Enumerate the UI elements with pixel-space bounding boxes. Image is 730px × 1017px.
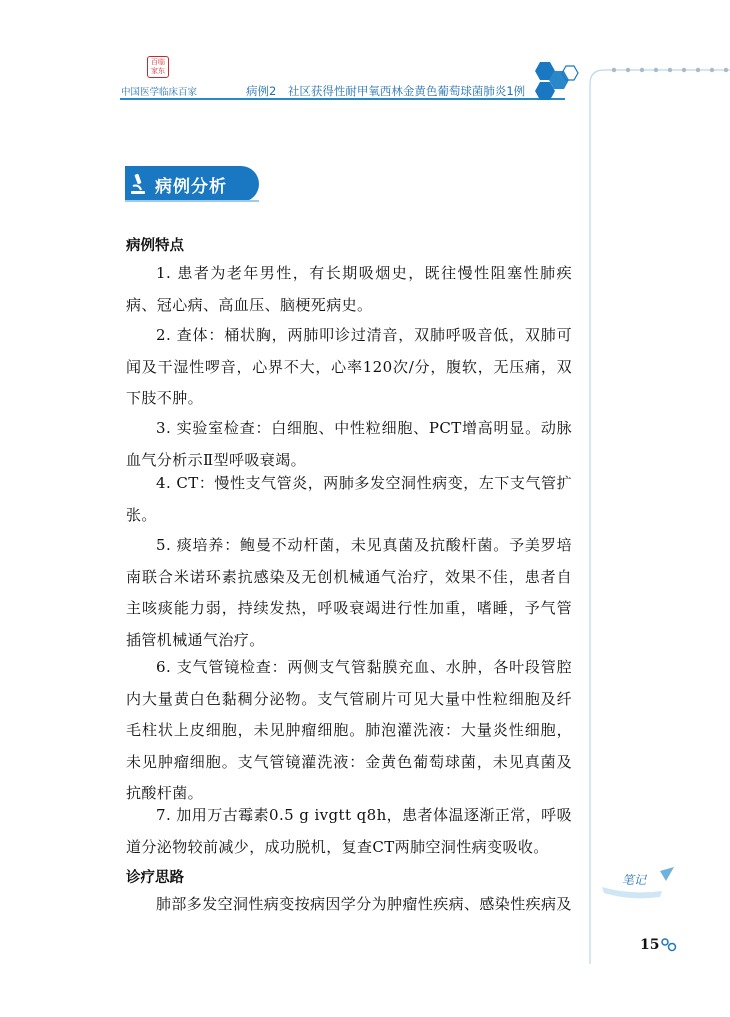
hexagon-decoration-icon — [530, 60, 582, 104]
ring-binder-dots — [590, 63, 730, 77]
approach-heading: 诊疗思路 — [126, 870, 184, 886]
paragraph-4: 4. CT：慢性支气管炎，两肺多发空洞性病变，左下支气管扩张。 — [126, 474, 572, 524]
notes-label: 笔记 — [622, 873, 647, 887]
page-ornament-icon — [660, 937, 680, 953]
header-divider — [120, 98, 565, 100]
paragraph-1: 1. 患者为老年男性，有长期吸烟史，既往慢性阻塞性肺疾病、冠心病、高血压、脑梗死病史。 — [126, 264, 572, 314]
page-number: 15 — [640, 937, 660, 953]
microscope-icon — [129, 172, 147, 196]
paragraph-7: 7. 加用万古霉素0.5 g ivgtt q8h，患者体温逐渐正常，呼吸道分泌物较前减少，成功脱机，复查CT两肺空洞性病变吸收。 — [126, 806, 572, 856]
paragraph-2: 2. 查体：桶状胸，两肺叩诊过清音，双肺呼吸音低，双肺可闻及干湿性啰音，心界不大，心率120次/分，腹软，无压痛，双下肢不肿。 — [126, 326, 572, 407]
running-title: 病例2 社区获得性耐甲氧西林金黄色葡萄球菌肺炎1例 — [246, 84, 526, 98]
section-banner — [125, 166, 259, 202]
paragraph-3: 3. 实验室检查：白细胞、中性粒细胞、PCT增高明显。动脉血气分析示Ⅱ型呼吸衰竭。 — [126, 419, 572, 469]
notes-icon — [600, 865, 680, 905]
paragraph-5: 5. 痰培养：鲍曼不动杆菌，未见真菌及抗酸杆菌。予美罗培南联合米诺环素抗感染及无创机械通气治疗，效果不佳，患者自主咳痰能力弱，持续发热，呼吸衰竭进行性加重，嗜睡，予气管插管机械通气治疗。 — [126, 536, 572, 649]
paragraph-6: 6. 支气管镜检查：两侧支气管黏膜充血、水肿，各叶段管腔内大量黄白色黏稠分泌物。支气管刷片可见大量中性粒细胞及纤毛柱状上皮细胞，未见肿瘤细胞。肺泡灌洗液：大量炎性细胞，未见肿瘤细胞。支气管镜灌洗液：金黄色葡萄球菌，未见真菌及抗酸杆菌。 — [126, 658, 572, 802]
margin-rule — [582, 64, 730, 964]
features-heading: 病例特点 — [126, 238, 184, 254]
publisher-name: 中国医学临床百家 — [121, 87, 198, 98]
approach-paragraph: 肺部多发空洞性病变按病因学分为肿瘤性疾病、感染性疾病及 — [156, 895, 572, 913]
publisher-logo: 百临家东 — [147, 56, 169, 78]
section-title: 病例分析 — [155, 176, 227, 197]
banner-underline — [125, 200, 259, 202]
